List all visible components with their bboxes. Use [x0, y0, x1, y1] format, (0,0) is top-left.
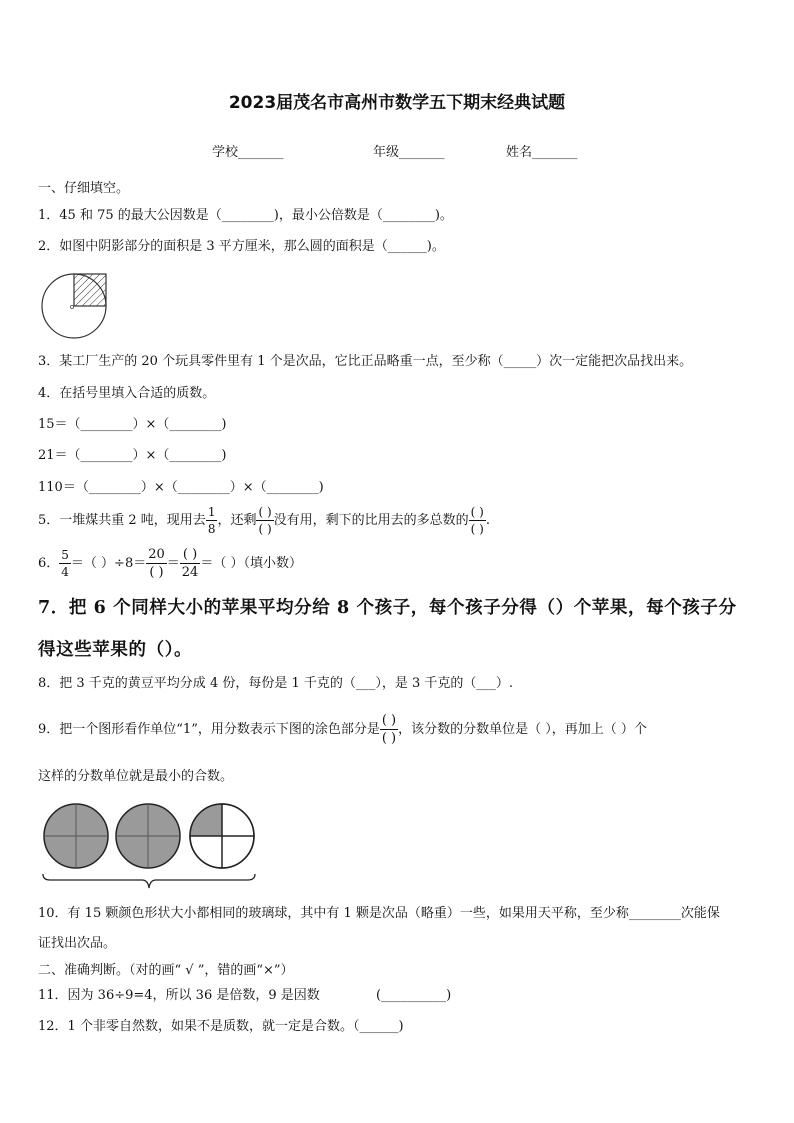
question-7-line-1: 7．把 6 个同样大小的苹果平均分给 8 个孩子，每个孩子分得（）个苹果，每个孩子分 — [38, 598, 737, 618]
question-5 — [38, 506, 490, 536]
three-circles-figure — [38, 800, 262, 892]
question-11: 11．因为 36÷9=4，所以 36 是倍数，9 是因数 — [38, 988, 320, 1003]
question-2: 2．如图中阴影部分的面积是 3 平方厘米，那么圆的面积是（______)。 — [38, 239, 445, 254]
q5-fraction-used: $\frac{1}{8}$ — [207, 505, 216, 536]
question-8: 8．把 3 千克的黄豆平均分成 4 份，每份是 1 千克的（___），是 3 千克的（___）. — [38, 676, 514, 691]
section-heading-fill-blank: 一、仔细填空。 — [38, 181, 130, 196]
question-11-blank[interactable]: (__________) — [376, 988, 452, 1003]
question-4c: 110＝（________）×（________）×（________) — [38, 480, 324, 495]
q5-text-c: 没有用，剩下的比用去的多总数的 — [273, 513, 469, 528]
question-10-line-2: 证找出次品。 — [38, 936, 117, 951]
q5-text-a: 5．一堆煤共重 2 吨，现用去 — [38, 513, 206, 528]
question-4b: 21＝（________）×（________) — [38, 448, 227, 463]
page-title: 2023届茂名市高州市数学五下期末经典试题 — [228, 93, 566, 113]
q9-text-a: 9．把一个图形看作单位“1”，用分数表示下图的涂色部分是 — [38, 722, 380, 737]
q6-text-a: ＝（ ）÷8＝ — [70, 556, 147, 571]
question-3: 3．某工厂生产的 20 个玩具零件里有 1 个是次品，它比正品略重一点，至少称（_____）次一定能把次品找出来。 — [38, 354, 693, 369]
q5-fraction-blank-1[interactable]: $\frac{( )}{( )}$ — [258, 505, 272, 536]
question-9-line-2: 这样的分数单位就是最小的合数。 — [38, 769, 234, 784]
q9-fraction-blank[interactable]: $\frac{( )}{( )}$ — [381, 713, 397, 746]
q6-fraction-20-blank[interactable]: $\frac{20}{( )}$ — [148, 547, 165, 580]
q5-text-d: . — [485, 513, 490, 528]
question-6 — [38, 545, 302, 583]
question-10-line-1: 10．有 15 颗颜色形状大小都相同的玻璃球，其中有 1 颗是次品（略重）一些，如果用天平称，至少称________次能保 — [38, 906, 720, 921]
question-1: 1．45 和 75 的最大公因数是（________)，最小公倍数是（________)。 — [38, 208, 453, 223]
circle-quarter-figure — [40, 270, 112, 342]
grade-field[interactable]: 年级_______ — [373, 145, 445, 160]
question-12: 12．1 个非零自然数，如果不是质数，就一定是合数。（______) — [38, 1019, 404, 1034]
q9-text-b: ，该分数的分数单位是（ ），再加上（ ）个 — [398, 722, 647, 737]
question-4: 4．在括号里填入合适的质数。 — [38, 386, 216, 401]
q6-fraction-5-4: $\frac{5}{4}$ — [61, 548, 69, 579]
question-7-line-2: 得这些苹果的（）。 — [38, 640, 193, 660]
name-field[interactable]: 姓名_______ — [506, 145, 578, 160]
q6-text-b: ＝（ ）（填小数） — [200, 556, 302, 571]
question-4a: 15＝（________）×（________) — [38, 417, 227, 432]
q6-number: 6． — [38, 556, 60, 571]
q6-equals: ＝ — [166, 556, 180, 571]
section-heading-true-false: 二、准确判断。（对的画“ √ ”，错的画“×”） — [38, 963, 294, 978]
school-field[interactable]: 学校_______ — [212, 145, 284, 160]
q5-fraction-blank-2[interactable]: $\frac{( )}{( )}$ — [470, 505, 484, 536]
q6-fraction-blank-24[interactable]: $\frac{( )}{24}$ — [181, 547, 199, 580]
q5-text-b: ，还剩 — [217, 513, 257, 528]
question-9 — [38, 708, 647, 752]
